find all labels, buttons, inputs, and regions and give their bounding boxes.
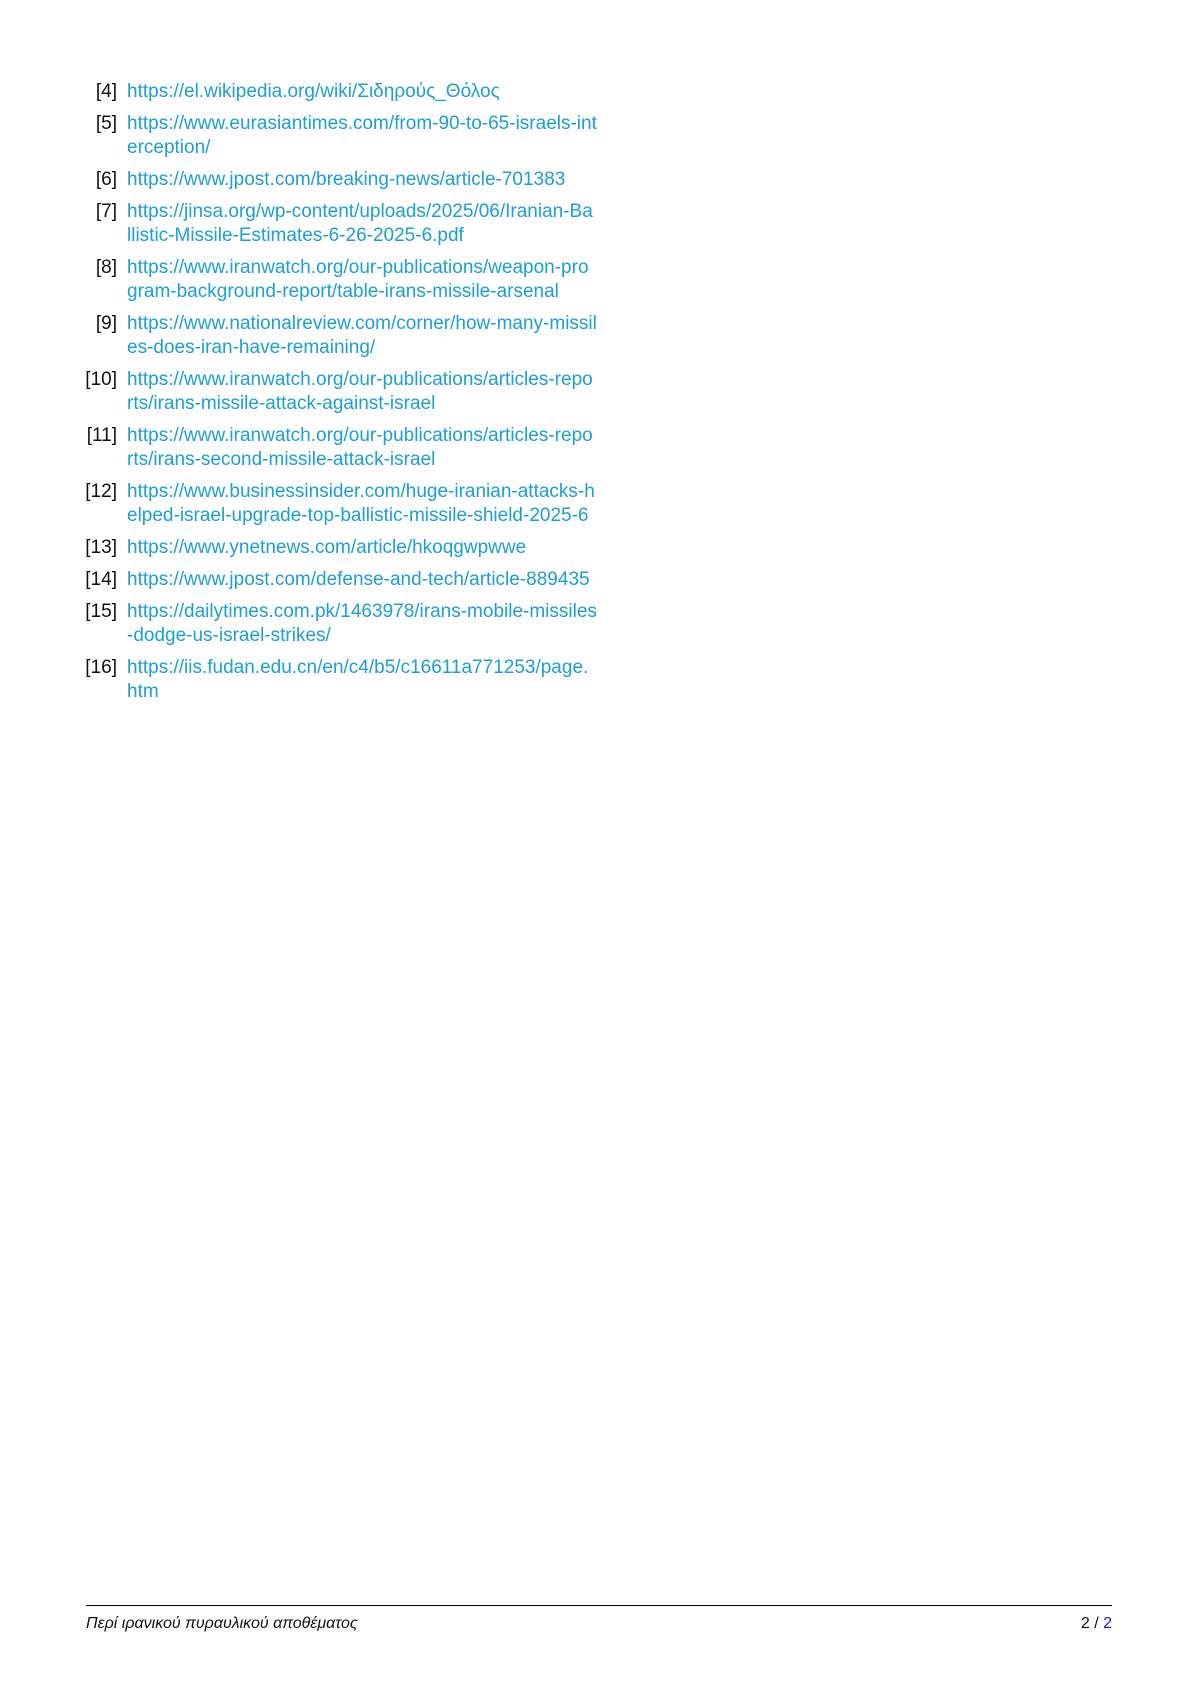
reference-list: [82, 80, 602, 712]
reference-number: [15]: [85, 601, 117, 622]
reference-link[interactable]: https://www.iranwatch.org/our-publications/weapon-program-background-report/table-irans-missile-arsenal: [127, 257, 589, 302]
reference-item: [82, 368, 602, 416]
reference-number: [5]: [95, 113, 117, 134]
reference-number: [13]: [85, 537, 117, 558]
reference-item: [82, 312, 602, 360]
reference-number: [10]: [85, 369, 117, 390]
reference-number: [12]: [85, 481, 117, 502]
reference-link[interactable]: https://www.jpost.com/breaking-news/article-701383: [127, 169, 566, 190]
reference-number: [11]: [86, 425, 117, 446]
reference-item: [82, 568, 602, 592]
reference-item: [82, 600, 602, 648]
reference-number: [4]: [95, 81, 117, 102]
reference-link[interactable]: https://www.eurasiantimes.com/from-90-to-65-israels-interception/: [127, 113, 597, 158]
page-number: [1081, 1614, 1112, 1634]
reference-item: [82, 424, 602, 472]
reference-link[interactable]: https://el.wikipedia.org/wiki/Σιδηρούς_Θόλος: [127, 81, 500, 102]
reference-link[interactable]: https://www.nationalreview.com/corner/how-many-missiles-does-iran-have-remaining/: [127, 313, 597, 358]
page-footer: [86, 1605, 1112, 1634]
reference-item: [82, 256, 602, 304]
reference-number: [8]: [95, 257, 117, 278]
reference-link[interactable]: https://www.businessinsider.com/huge-iranian-attacks-helped-israel-upgrade-top-ballistic-missile-shield-2025-6: [127, 481, 595, 526]
total-pages-link[interactable]: 2: [1103, 1615, 1112, 1632]
reference-link[interactable]: https://jinsa.org/wp-content/uploads/2025/06/Iranian-Ballistic-Missile-Estimates-6-26-2025-6.pdf: [127, 201, 593, 246]
reference-number: [7]: [95, 201, 117, 222]
reference-link[interactable]: https://dailytimes.com.pk/1463978/irans-mobile-missiles-dodge-us-israel-strikes/: [127, 601, 597, 646]
reference-number: [16]: [85, 657, 117, 678]
reference-link[interactable]: https://iis.fudan.edu.cn/en/c4/b5/c16611a771253/page.htm: [127, 657, 589, 702]
reference-item: [82, 536, 602, 560]
reference-item: [82, 656, 602, 704]
reference-item: [82, 480, 602, 528]
reference-number: [14]: [85, 569, 117, 590]
reference-number: [6]: [95, 169, 117, 190]
reference-number: [9]: [95, 313, 117, 334]
document-title: Περί ιρανικού πυραυλικού αποθέματος: [86, 1615, 358, 1632]
reference-link[interactable]: https://www.ynetnews.com/article/hkoqgwpwwe: [127, 537, 527, 558]
reference-item: [82, 168, 602, 192]
page-separator: /: [1089, 1615, 1104, 1632]
reference-item: [82, 200, 602, 248]
reference-link[interactable]: https://www.iranwatch.org/our-publications/articles-reports/irans-missile-attack-against-israel: [127, 369, 593, 414]
reference-item: [82, 112, 602, 160]
current-page: 2: [1080, 1615, 1090, 1632]
reference-link[interactable]: https://www.jpost.com/defense-and-tech/article-889435: [127, 569, 590, 590]
reference-item: [82, 80, 602, 104]
reference-link[interactable]: https://www.iranwatch.org/our-publications/articles-reports/irans-second-missile-attack-israel: [127, 425, 593, 470]
